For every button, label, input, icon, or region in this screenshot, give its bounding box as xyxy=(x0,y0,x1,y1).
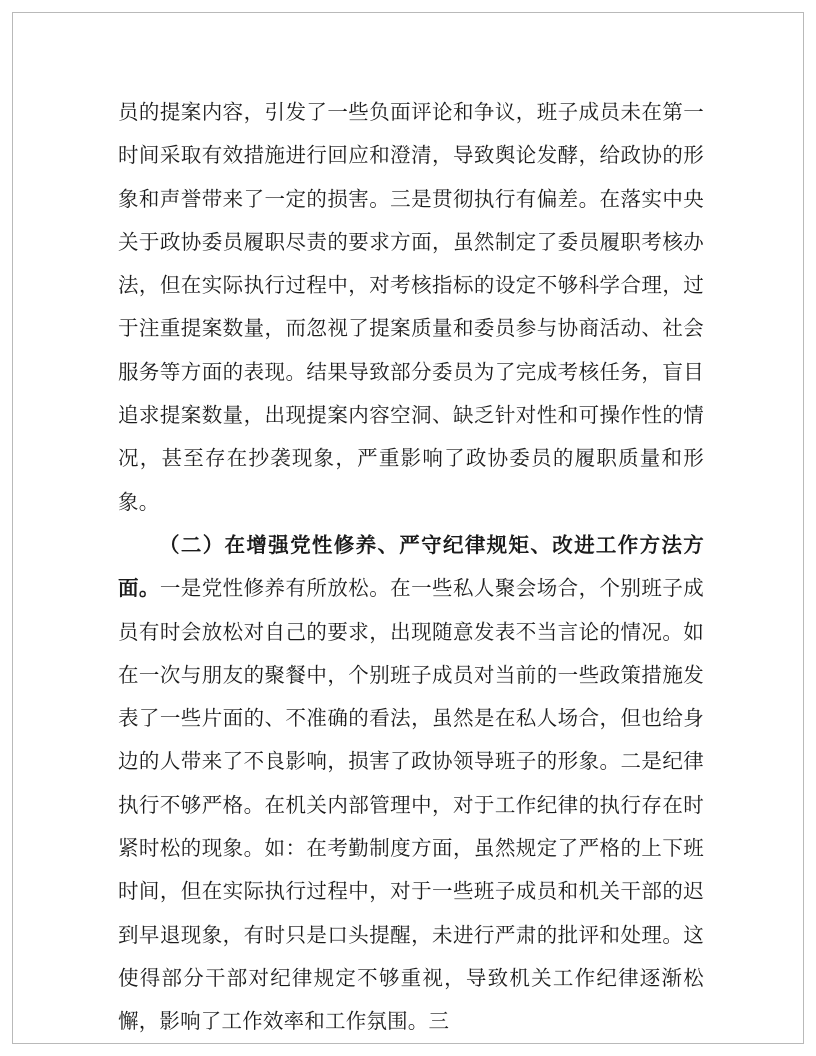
document-body xyxy=(118,92,704,1045)
paragraph-1 xyxy=(118,92,704,525)
paragraph-1-text: 员的提案内容，引发了一些负面评论和争议，班子成员未在第一时间采取有效措施进行回应和澄清，导致舆论发酵，给政协的形象和声誉带来了一定的损害。三是贯彻执行有偏差。在落实中央关于政协委员履职尽责的要求方面，虽然制定了委员履职考核办法，但在实际执行过程中，对考核指标的设定不够科学合理，过于注重提案数量，而忽视了提案质量和委员参与协商活动、社会服务等方面的表现。结果导致部分委员为了完成考核任务，盲目追求提案数量，出现提案内容空洞、缺乏针对性和可操作性的情况，甚至存在抄袭现象，严重影响了政协委员的履职质量和形象。 xyxy=(118,102,704,514)
paragraph-2-text: 一是党性修养有所放松。在一些私人聚会场合，个别班子成员有时会放松对自己的要求，出现随意发表不当言论的情况。如在一次与朋友的聚餐中，个别班子成员对当前的一些政策措施发表了一些片面的、不准确的看法，虽然是在私人场合，但也给身边的人带来了不良影响，损害了政协领导班子的形象。二是纪律执行不够严格。在机关内部管理中，对于工作纪律的执行存在时紧时松的现象。如：在考勤制度方面，虽然规定了严格的上下班时间，但在实际执行过程中，对于一些班子成员和机关干部的迟到早退现象，有时只是口头提醒，未进行严肃的批评和处理。这使得部分干部对纪律规定不够重视，导致机关工作纪律逐渐松懈，影响了工作效率和工作氛围。三 xyxy=(118,578,704,1034)
paragraph-2-heading: （二）在增强党性修养、严守纪律规矩、改进工作方法方面。 xyxy=(118,534,704,601)
paragraph-2 xyxy=(118,525,704,1045)
